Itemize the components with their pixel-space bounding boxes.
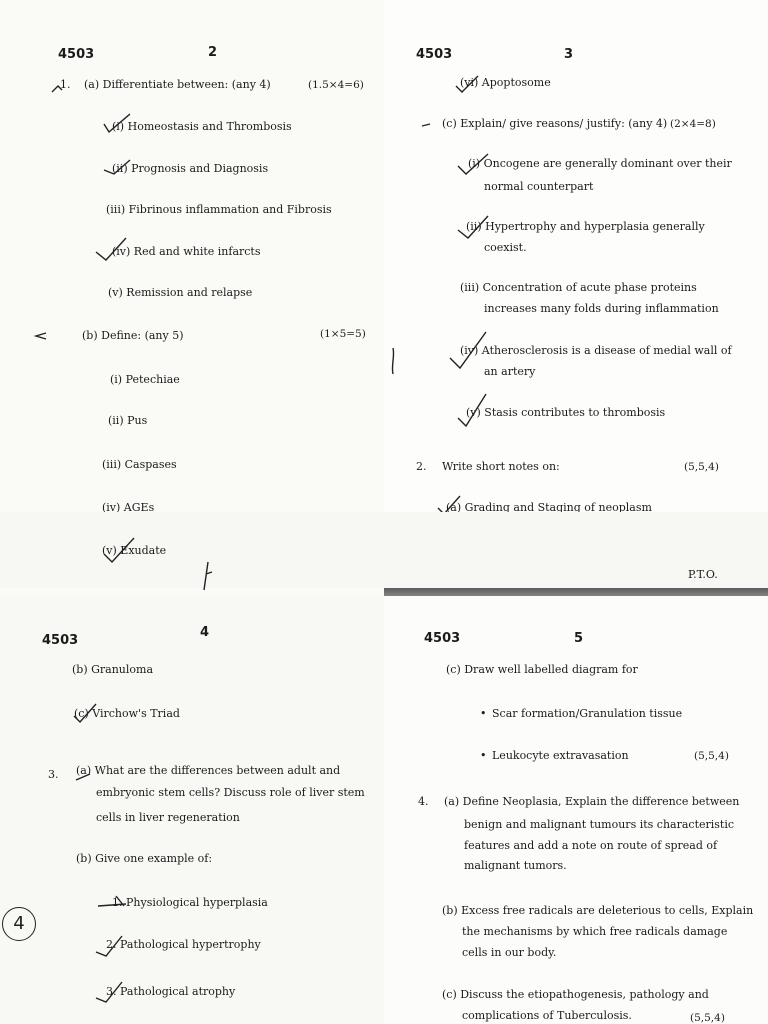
q4a-line-3: features and add a note on route of spread of	[464, 839, 718, 852]
question-3c: (c) Draw well labelled diagram for	[446, 663, 638, 676]
question-4-marks: (5,5,4)	[690, 1012, 725, 1024]
question-1b-marks: (1×5=5)	[320, 328, 366, 340]
q1b-item-1: (i) Petechiae	[110, 373, 180, 386]
paper-code: 4503	[424, 631, 461, 646]
q3b-item-3: 3. Pathological atrophy	[106, 985, 236, 998]
question-number: 1.	[60, 78, 71, 91]
pen-tick-mark	[70, 700, 100, 726]
q3c-bullet-1: Scar formation/Granulation tissue	[492, 707, 683, 720]
pen-tick-mark	[94, 934, 128, 960]
pen-tick-mark	[454, 74, 482, 94]
pen-dash-mark	[420, 120, 434, 130]
pen-arrow-mark	[32, 330, 52, 342]
q4c-line-1: (c) Discuss the etiopathogenesis, pathology and	[442, 988, 709, 1001]
question-1b: (b) Define: (any 5)	[82, 329, 184, 342]
page-number: 3	[564, 47, 574, 62]
q1c-item-1: (i) Oncogene are generally dominant over their	[468, 157, 732, 170]
q1b-item-5: (v) Exudate	[102, 544, 167, 557]
question-1a-marks: (1.5×4=6)	[308, 79, 364, 91]
q4a-line-1: (a) Define Neoplasia, Explain the difference between	[444, 795, 740, 808]
q1c-item-5: (v) Stasis contributes to thrombosis	[466, 406, 666, 419]
q1a-item-1: (i) Homeostasis and Thrombosis	[112, 120, 292, 133]
q1b-item-3: (iii) Caspases	[102, 458, 177, 471]
pen-mark	[50, 78, 70, 96]
q4b-line-3: cells in our body.	[462, 946, 557, 959]
circled-marks-annotation: 4	[2, 907, 36, 941]
q2-item-a: (a) Grading and Staging of neoplasm	[446, 501, 652, 512]
q1c-item-3-cont: increases many folds during inflammation	[484, 302, 719, 315]
pen-tick-mark	[446, 330, 496, 374]
q1c-item-2: (ii) Hypertrophy and hyperplasia generally	[466, 220, 705, 233]
q3b-item-1: 1. Physiological hyperplasia	[112, 896, 268, 909]
q1c-item-2-cont: coexist.	[484, 241, 527, 254]
question-1c: (c) Explain/ give reasons/ justify: (any 4)	[442, 117, 668, 130]
q4c-line-2: complications of Tuberculosis.	[462, 1009, 632, 1022]
pen-tick-mark	[454, 212, 494, 242]
q4b-line-2: the mechanisms by which free radicals damage	[462, 925, 728, 938]
q3a-line-1: (a) What are the differences between adult and	[76, 764, 341, 777]
question-2: Write short notes on:	[442, 460, 560, 473]
q4b-line-1: (b) Excess free radicals are deleterious to cells, Explain	[442, 904, 754, 917]
pen-tick-mark	[454, 150, 494, 178]
paper-code: 4503	[58, 47, 95, 62]
page-number: 5	[574, 631, 584, 646]
q1c-item-3: (iii) Concentration of acute phase proteins	[460, 281, 697, 294]
pen-underline-mark	[74, 770, 94, 784]
pen-tick-mark	[102, 156, 142, 180]
q1b-item-4: (iv) AGEs	[102, 501, 155, 512]
bullet-dot: •	[480, 749, 487, 762]
question-number: 3.	[48, 768, 59, 781]
q1c-item-4-cont: an artery	[484, 365, 536, 378]
q3b-item-2: 2. Pathological hypertrophy	[106, 938, 261, 951]
pen-tick-mark	[100, 536, 140, 566]
q1c-item-4: (iv) Atherosclerosis is a disease of medial wall of	[460, 344, 732, 357]
q1a-item-3: (iii) Fibrinous inflammation and Fibrosis	[106, 203, 332, 216]
q4a-line-2: benign and malignant tumours its characteristic	[464, 818, 735, 831]
pen-scribble-mark	[196, 560, 220, 594]
exam-page-2	[0, 0, 384, 512]
page-number: 4	[200, 625, 210, 640]
page-number: 2	[208, 45, 218, 60]
q1a-item-5: (v) Remission and relapse	[108, 286, 253, 299]
q1a-item-4: (iv) Red and white infarcts	[112, 245, 261, 258]
q3a-line-3: cells in liver regeneration	[96, 811, 240, 824]
q1a-item-2: (ii) Prognosis and Diagnosis	[112, 162, 269, 175]
pen-margin-mark	[388, 346, 398, 376]
q4a-line-4: malignant tumors.	[464, 859, 567, 872]
exam-page-5	[384, 596, 768, 1024]
pen-tick-mark	[96, 892, 130, 914]
q2-item-b: (b) Granuloma	[72, 663, 154, 676]
exam-page-3	[384, 0, 768, 512]
pen-tick-mark	[94, 980, 128, 1006]
pen-tick-mark	[434, 492, 464, 512]
q3c-bullet-2: Leukocyte extravasation	[492, 749, 629, 762]
bullet-dot: •	[480, 707, 487, 720]
q3a-line-2: embryonic stem cells? Discuss role of liver stem	[96, 786, 365, 799]
paper-code: 4503	[42, 633, 79, 648]
question-2-marks: (5,5,4)	[684, 461, 719, 473]
pen-tick-mark	[94, 236, 134, 264]
q1c-item-1-cont: normal counterpart	[484, 180, 594, 193]
pen-tick-mark	[100, 112, 140, 136]
question-3-marks: (5,5,4)	[694, 750, 729, 762]
q2-item-c: (c) Virchow's Triad	[74, 707, 180, 720]
exam-page-4	[0, 596, 384, 1024]
question-3b: (b) Give one example of:	[76, 852, 213, 865]
question-number: 4.	[418, 795, 429, 808]
question-1a: (a) Differentiate between: (any 4)	[84, 78, 271, 91]
q1b-item-2: (ii) Pus	[108, 414, 148, 427]
question-1c-marks: (2×4=8)	[670, 118, 716, 130]
q1a-item-6: (vi) Apoptosome	[460, 76, 551, 89]
page-turn-note: P.T.O.	[688, 568, 718, 581]
question-number: 2.	[416, 460, 427, 473]
paper-code: 4503	[416, 47, 453, 62]
pen-tick-mark	[454, 392, 494, 432]
